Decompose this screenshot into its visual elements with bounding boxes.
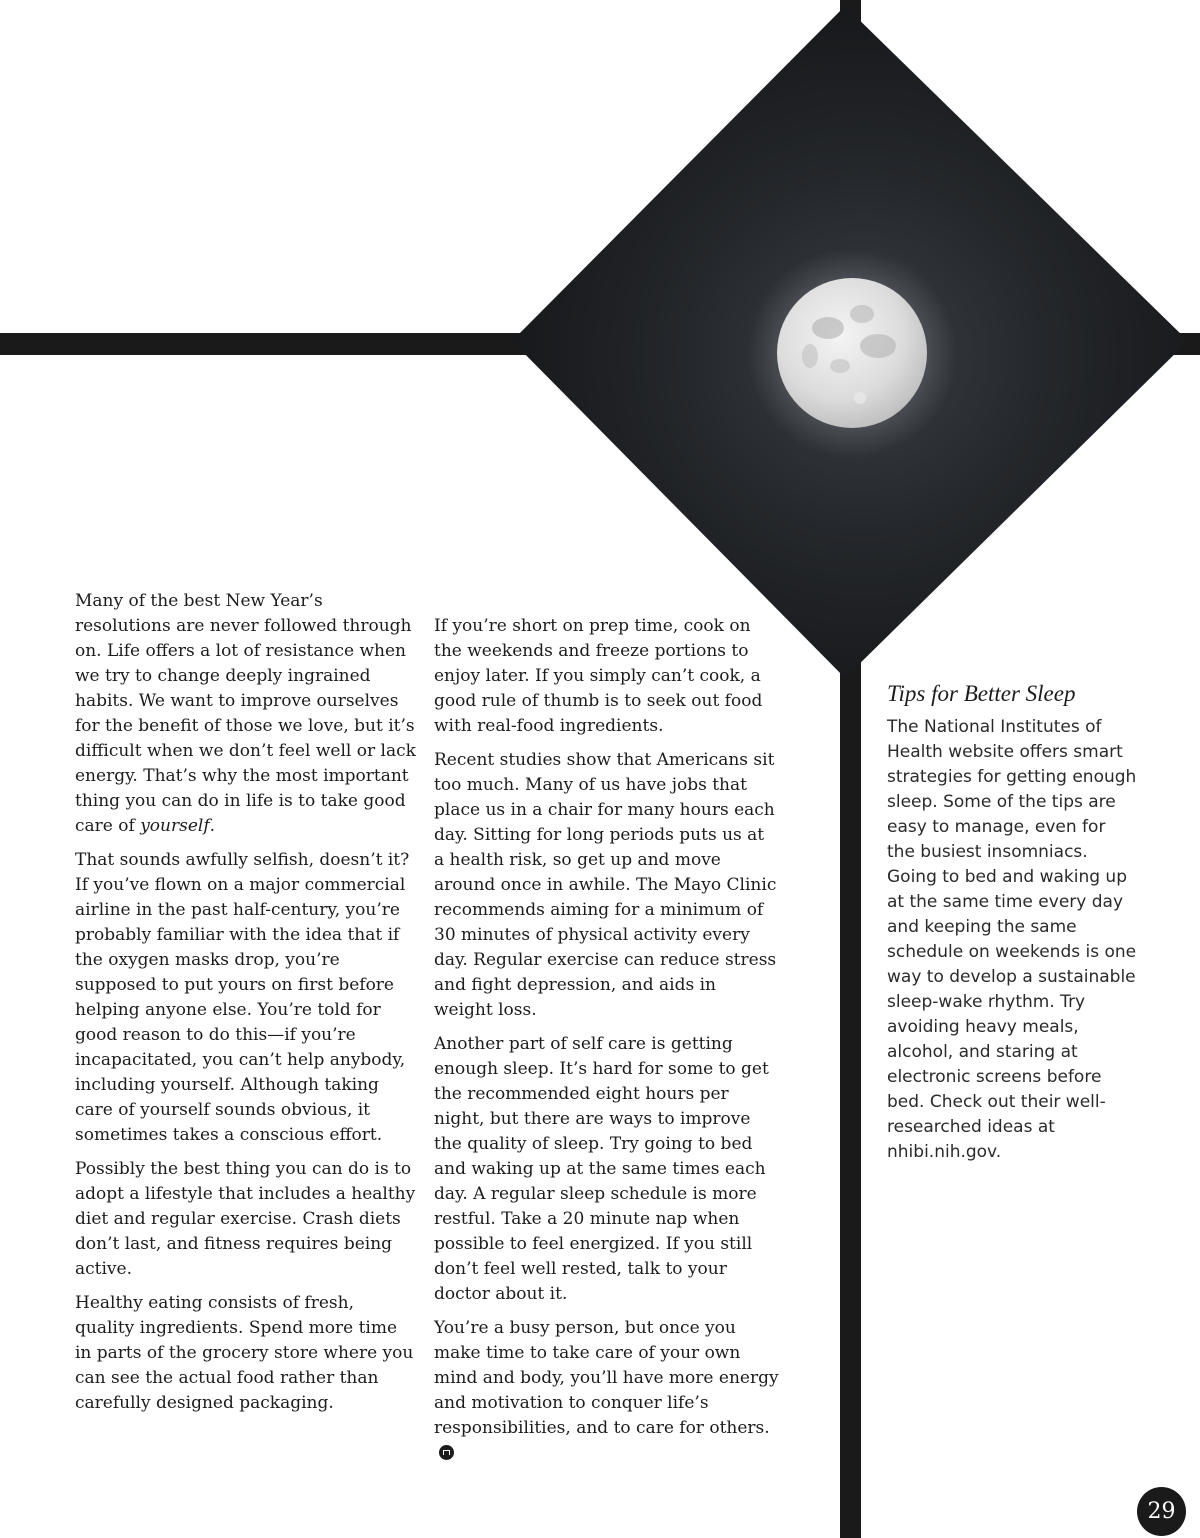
emphasis-yourself: yourself (140, 816, 210, 836)
article-paragraph: Recent studies show that Americans sit too much. Many of us have jobs that place us in a chair for many hours each day. Sitting for long periods puts us at a health risk, so get up and move around once in awhile. The Mayo Clinic recommends aiming for a minimum of 30 minutes of physical activity every day. Regular exercise can reduce stress and fight depression, and aids in weight loss. (434, 750, 777, 1020)
sleep-tips-sidebar (887, 679, 1137, 1165)
sidebar-title: Tips for Better Sleep (887, 681, 1076, 706)
page-number: 29 (1137, 1487, 1186, 1536)
article-paragraph: Possibly the best thing you can do is to adopt a lifestyle that includes a healthy diet and regular exercise. Crash diets don’t last, and fitness requires being active. (75, 1159, 416, 1279)
article-paragraph-final: You’re a busy person, but once you make time to take care of your own mind and body, you’ll have more energy and motivation to conquer life’s responsibilities, and to care for others. (434, 1316, 779, 1466)
article-paragraph: That sounds awfully selfish, doesn’t it? If you’ve flown on a major commercial airline in the past half-century, you’re probably familiar with the idea that if the oxygen masks drop, you’re supposed to put yours on first before helping anyone else. You’re told for good reason to do this—if you’re incapacitated, you can’t help anybody, including yourself. Although taking care of yourself sounds obvious, it sometimes takes a conscious effort. (75, 850, 410, 1145)
article-paragraph: Another part of self care is getting enough sleep. It’s hard for some to get the recommended eight hours per night, but there are ways to improve the quality of sleep. Try going to bed and waking up at the same times each day. A regular sleep schedule is more restful. Take a 20 minute nap when possible to feel energized. If you still don’t feel well rested, talk to your doctor about it. (434, 1034, 769, 1304)
moon-photo-diamond (510, 6, 1190, 678)
full-moon (777, 278, 927, 428)
end-of-article-icon (439, 1445, 454, 1460)
article-column-2 (434, 614, 779, 1475)
article-paragraph: Healthy eating consists of fresh, quality ingredients. Spend more time in parts of the grocery store where you can see the actual food rather than carefully designed packaging. (75, 1293, 414, 1413)
sidebar-body: The National Institutes of Health website offers smart strategies for getting enough sleep. Some of the tips are easy to manage, even for the busiest insomniacs. Going to bed and waking up at the same time every day and keeping the same schedule on weekends is one way to develop a sustainable sleep-wake rhythm. Try avoiding heavy meals, alcohol, and staring at electronic screens before bed. Check out their well-researched ideas at nhibi.nih.gov. (887, 717, 1137, 1162)
article-paragraph: Many of the best New Year’s resolutions are never followed through on. Life offers a lot of resistance when we try to change deeply ingrained habits. We want to improve ourselves for the benefit of those we love, but it’s difficult when we don’t feel well or lack energy. That’s why the most important thing you can do in life is to take good care of yourself. (75, 591, 416, 836)
article-paragraph: If you’re short on prep time, cook on the weekends and freeze portions to enjoy later. If you simply can’t cook, a good rule of thumb is to seek out food with real-food ingredients. (434, 616, 763, 736)
article-column-1 (75, 589, 417, 1425)
